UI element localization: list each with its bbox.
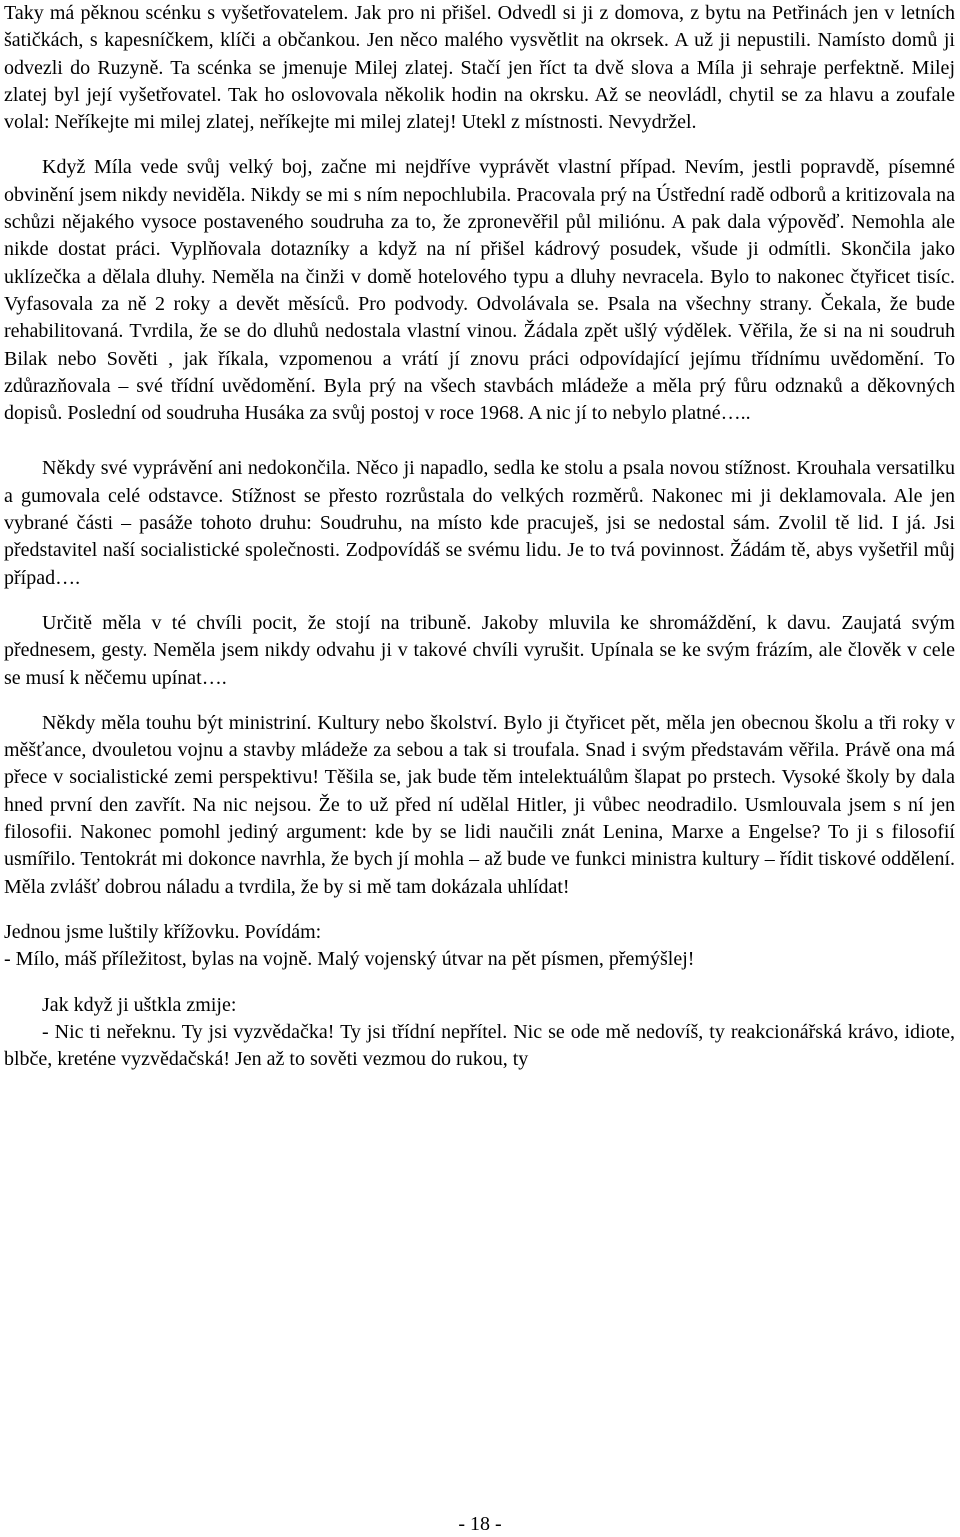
- paragraph-own-case: Když Míla vede svůj velký boj, začne mi nejdříve vyprávět vlastní případ. Nevím, jestli popravdě, písemné obvinění jsem nikdy neviděla. Nikdy se mi s ním nepochlubila. Pracovala prý na Ústřední radě odborů a kritizovala na schůzi nějakého vysoce postaveného soudruha za to, že zpronevěřil půl miliónu. A pak dala výpověď. Nemohla ale nikde dostat práci. Vyplňovala dotazníky a když na ní přišel kádrový posudek, všude ji odmítli. Skončila jako uklízečka a dělala dluhy. Neměla na činži v domě hotelového typu a dluhy nevracela. Bylo to nakonec čtyřicet tisíc. Vyfasovala za ně 2 roky a devět měsíců. Pro podvody. Odvolávala se. Psala na všechny strany. Čekala, že bude rehabilitovaná. Tvrdila, že se do dluhů nedostala vlastní vinou. Žádala zpět ušlý výdělek. Věřila, že si na ni soudruh Bilak nebo Sověti , jak říkala, vzpomenou a vrátí jí znovu práci odpovídající jejímu třídnímu uvědomění. To zdůrazňovala – své třídní uvědomění. Byla prý na všech stavbách mládeže a měla prý fůru odznaků a děkovných dopisů. Poslední od soudruha Husáka za svůj postoj v roce 1968. A nic jí to nebylo platné…..: [4, 156, 955, 425]
- dialogue-line-question: - Mílo, máš příležitost, bylas na vojně. Malý vojenský útvar na pět písmen, přemýšlej!: [4, 948, 695, 971]
- paragraph-interrogator: Taky má pěknou scénku s vyšetřovatelem. Jak pro ni přišel. Odvedl si ji z domova, z bytu na Petřinách jen v letních šatičkách, s kapesníčkem, klíči a občankou. Jen něco malého vysvětlit na okrsek. A už ji nepustili. Namísto domů ji odvezli do Ruzyně. Ta scénka se jmenuje Milej zlatej. Stačí jen říct ta dvě slova a Míla ji sehraje perfektně. Milej zlatej byl její vyšetřovatel. Tak ho oslovovala několik hodin na okrsku. Až se neovládl, chytil se za hlavu a zoufale volal: Neříkejte mi milej zlatej, neříkejte mi milej zlatej! Utekl z místnosti. Nevydržel.: [4, 2, 955, 134]
- page-number: - 18 -: [458, 1513, 502, 1535]
- dialogue-line-reply: - Nic ti neřeknu. Ty jsi vyzvědačka! Ty jsi třídní nepřítel. Nic se ode mě nedovíš, ty reakcionářská krávo, idiote, blbče, kreténe vyzvědačská! Jen až to sověti vezmou do rukou, ty: [4, 1020, 955, 1071]
- paragraph-tribune: Určitě měla v té chvíli pocit, že stojí na tribuně. Jakoby mluvila ke shromáždění, k davu. Zaujatá svým přednesem, gesty. Neměla jsem nikdy odvahu ji v takové chvíli vyrušit. Upínala se ke svým frázím, ale člověk v cele se musí k něčemu upínat….: [4, 611, 955, 689]
- dialogue-intro-crossword: Jednou jsme luštily křížovku. Povídám:: [4, 920, 322, 943]
- document-page: [4, 0, 955, 1073]
- dialogue-intro-snake: Jak když ji uštkla zmije:: [42, 993, 237, 1016]
- paragraph-minister: Někdy měla touhu být ministriní. Kultury nebo školství. Bylo ji čtyřicet pět, měla jen obecnou školu a tři roky v měšťance, dvouletou vojnu a stavby mládeže za sebou a tak si troufala. Snad i svým představám věřila. Právě ona má přece v socialistické zemi perspektivu! Těšila se, jak bude těm intelektuálům šlapat po prstech. Vysoké školy by dala hned první den zavřít. Na nic nejsou. Že to už před ní udělal Hitler, ji vůbec neodradilo. Usmlouvala jsem s ní jen filosofii. Nakonec pomohl jediný argument: kde by se lidi naučili znát Lenina, Marxe a Engelse? To ji s filosofií usmířilo. Tentokrát mi dokonce navrhla, že bych jí mohla – až bude ve funkci ministra kultury – řídit tiskové oddělení. Měla zvlášť dobrou náladu a tvrdila, že by si mě tam dokázala uhlídat!: [4, 711, 955, 898]
- paragraph-complaint: Někdy své vyprávění ani nedokončila. Něco ji napadlo, sedla ke stolu a psala novou stížnost. Krouhala versatilku a gumovala celé odstavce. Stížnost se přesto rozrůstala do velkých rozměrů. Nakonec mi ji deklamovala. Ale jen vybrané části – pasáže tohoto druhu: Soudruhu, na místo kde pracuješ, jsi se nedostal sám. Zvolil tě lid. I já. Jsi představitel naší socialistické společnosti. Zodpovídáš se svému lidu. Je to tvá povinnost. Žádám tě, abys vyšetřil můj případ….: [4, 457, 955, 589]
